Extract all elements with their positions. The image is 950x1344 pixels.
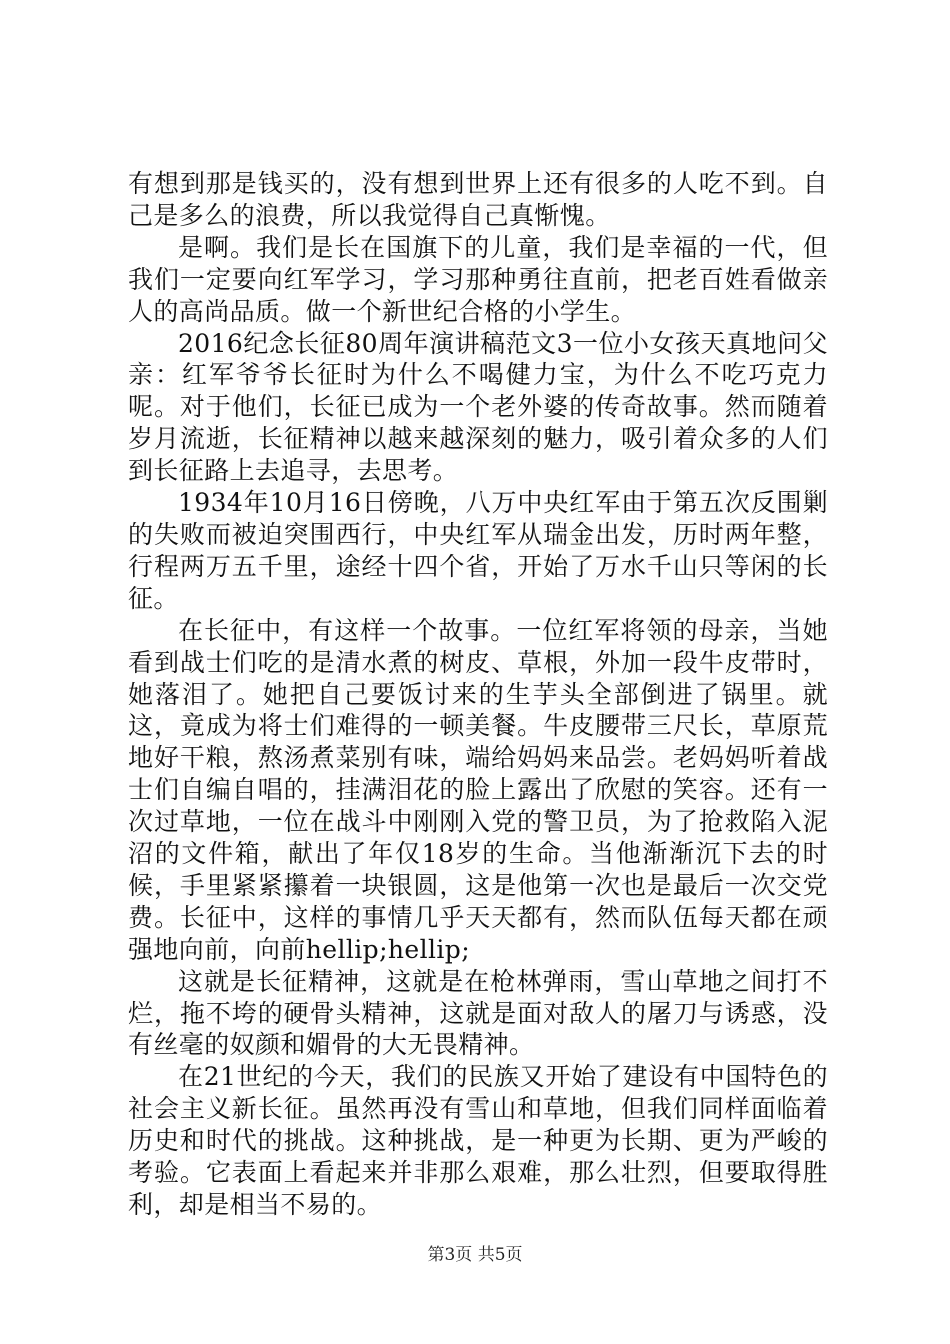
paragraph-3: 2016纪念长征80周年演讲稿范文3一位小女孩天真地问父亲：红军爷爷长征时为什么不喝健力宝，为什么不吃巧克力呢。对于他们，长征已成为一个老外婆的传奇故事。然而随着岁月流逝，长征精神以越来越深刻的魅力，吸引着众多的人们到长征路上去追寻，去思考。 bbox=[128, 328, 828, 486]
page-footer bbox=[0, 1244, 950, 1266]
paragraph-2: 是啊。我们是长在国旗下的儿童，我们是幸福的一代，但我们一定要向红军学习，学习那种勇往直前，把老百姓看做亲人的高尚品质。做一个新世纪合格的小学生。 bbox=[128, 232, 828, 326]
page-number-label: 第3页 共5页 bbox=[427, 1245, 523, 1265]
paragraph-7: 在21世纪的今天，我们的民族又开始了建设有中国特色的社会主义新长征。虽然再没有雪山和草地，但我们同样面临着历史和时代的挑战。这种挑战，是一种更为长期、更为严峻的考验。它表面上看起来并非那么艰难，那么壮烈，但要取得胜利，却是相当不易的。 bbox=[128, 1062, 828, 1219]
paragraph-1: 有想到那是钱买的，没有想到世界上还有很多的人吃不到。自己是多么的浪费，所以我觉得自己真惭愧。 bbox=[128, 169, 828, 230]
document-body bbox=[128, 168, 828, 1221]
paragraph-4: 1934年10月16日傍晚，八万中央红军由于第五次反围剿的失败而被迫突围西行，中央红军从瑞金出发，历时两年整，行程两万五千里，途经十四个省，开始了万水千山只等闲的长征。 bbox=[128, 488, 828, 613]
paragraph-6: 这就是长征精神，这就是在枪林弹雨，雪山草地之间打不烂，拖不垮的硬骨头精神，这就是面对敌人的屠刀与诱惑，没有丝毫的奴颜和媚骨的大无畏精神。 bbox=[128, 966, 828, 1060]
paragraph-5: 在长征中，有这样一个故事。一位红军将领的母亲，当她看到战士们吃的是清水煮的树皮、草根，外加一段牛皮带时，她落泪了。她把自己要饭讨来的生芋头全部倒进了锅里。就这，竟成为将士们难得的一顿美餐。牛皮腰带三尺长，草原荒地好干粮，熬汤煮菜别有味，端给妈妈来品尝。老妈妈听着战士们自编自唱的，挂满泪花的脸上露出了欣慰的笑容。还有一次过草地，一位在战斗中刚刚入党的警卫员，为了抢救陷入泥沼的文件箱，献出了年仅18岁的生命。当他渐渐沉下去的时候，手里紧紧攥着一块银圆，这是他第一次也是最后一次交党费。长征中，这样的事情几乎天天都有，然而队伍每天都在顽强地向前，向前hellip;hellip; bbox=[128, 615, 828, 964]
